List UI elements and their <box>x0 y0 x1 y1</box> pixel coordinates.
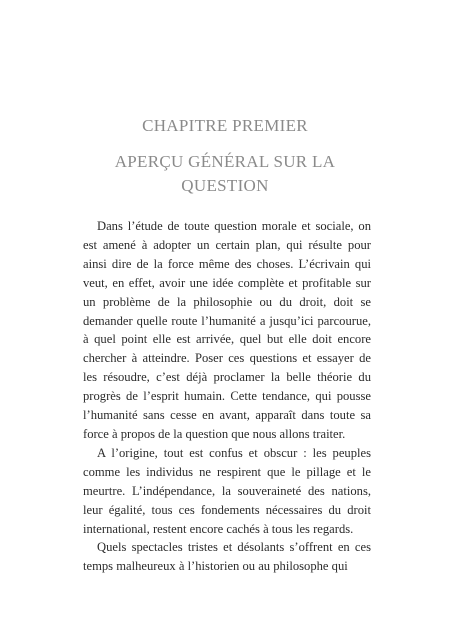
chapter-body <box>83 217 371 576</box>
chapter-title: APERÇU GÉNÉRAL SUR LA QUESTION <box>114 152 336 195</box>
paragraph-2: A l’origine, tout est confus et obscur : les peuples comme les individus ne respirent que le pillage et le meurtre. L’indépendance, la souveraineté des nations, leur égalité, tous ces fondements nécessaires du droit international, restent encore cachés à tous les regards. <box>83 445 371 536</box>
paragraph-1: Dans l’étude de toute question morale et sociale, on est amené à adopter un certain plan, qui résulte pour ainsi dire de la force même des choses. L’écrivain qui veut, en effet, avoir une idée complète et profitable sur un problème de la philosophie ou du droit, doit se demander quelle route l’humanité a jusqu’ici parcourue, à quel point elle est arrivée, quel but elle doit encore chercher à atteindre. Poser ces questions et essayer de les résoudre, c’est déjà proclamer la belle théorie du progrès de l’esprit humain. Cette tendance, qui pousse l’humanité sans cesse en avant, apparaît dans toute sa force à propos de la question que nous allons traiter. <box>83 219 371 441</box>
chapter-label: CHAPITRE PREMIER <box>142 116 308 135</box>
paragraph-3: Quels spectacles tristes et désolants s’offrent en ces temps malheureux à l’historien ou au philosophe qui <box>83 540 371 574</box>
